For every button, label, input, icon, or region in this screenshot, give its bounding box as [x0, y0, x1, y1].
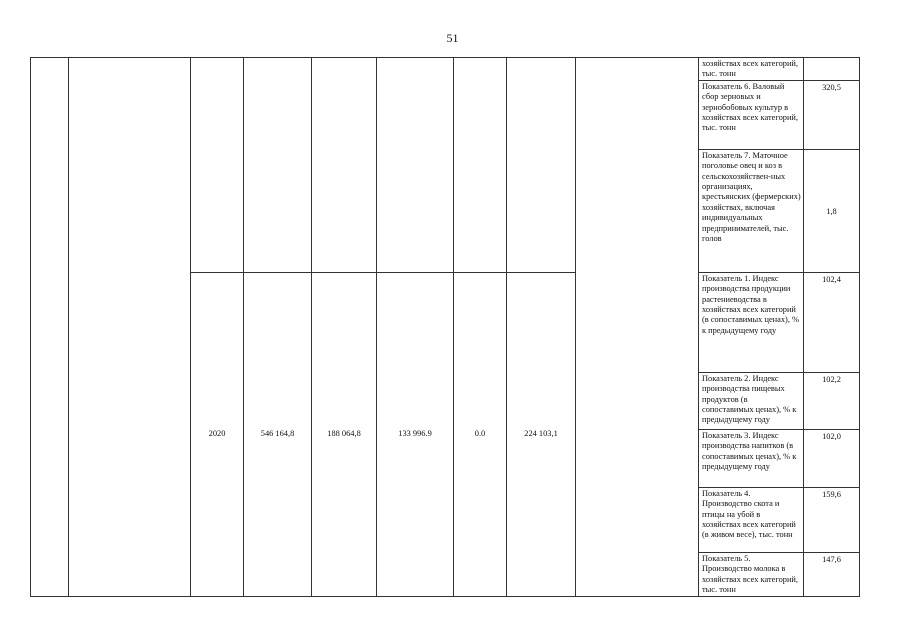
col-c-cell-prev: [377, 58, 454, 273]
year-cell: 2020: [191, 272, 244, 596]
col-d-cell: 0.0: [454, 272, 507, 596]
col-number-cell: [31, 58, 69, 597]
indicator-text: хозяйствах всех категорий, тыс. тонн: [699, 58, 804, 81]
indicator-text: Показатель 1. Индекс производства продукции растениеводства в хозяйствах всех категорий (в сопоставимых ценах), % к предыдущему году: [699, 272, 804, 372]
col-f-cell: [576, 58, 699, 597]
indicator-text: Показатель 6. Валовый сбор зерновых и зернобобовых культур в хозяйствах всех категорий, тыс. тонн: [699, 80, 804, 149]
program-table: [30, 57, 860, 597]
indicator-text: Показатель 5. Производство молока в хозяйствах всех категорий, тыс. тонн: [699, 552, 804, 596]
total-cell: 546 164,8: [244, 272, 312, 596]
indicator-text: Показатель 4. Производство скота и птицы на убой в хозяйствах всех категорий (в живом весе), тыс. тонн: [699, 487, 804, 552]
indicator-text: Показатель 3. Индекс производства напитков (в сопоставимых ценах), % к предыдущему году: [699, 429, 804, 487]
indicator-text: Показатель 7. Маточное поголовье овец и коз в сельскохозяйствен-ных организациях, крестьянских (фермерских) хозяйствах, включая индивидуальных предпринимателей, тыс. голов: [699, 149, 804, 272]
page-number: 51: [446, 31, 459, 45]
col-d-cell-prev: [454, 58, 507, 273]
indicator-value: 1,8: [804, 149, 860, 272]
total-cell-prev: [244, 58, 312, 273]
indicator-value: 320,5: [804, 80, 860, 149]
indicator-value: 159,6: [804, 487, 860, 552]
indicator-value: 102,2: [804, 372, 860, 429]
col-b-cell-prev: [312, 58, 377, 273]
indicator-value: 102,4: [804, 272, 860, 372]
indicator-value: 102,0: [804, 429, 860, 487]
col-c-cell: 133 996.9: [377, 272, 454, 596]
col-e-cell: 224 103,1: [507, 272, 576, 596]
col-b-cell: 188 064,8: [312, 272, 377, 596]
indicator-text: Показатель 2. Индекс производства пищевых продуктов (в сопоставимых ценах), % к предыдущему году: [699, 372, 804, 429]
col-e-cell-prev: [507, 58, 576, 273]
indicator-value: [804, 58, 860, 81]
indicator-value: 147,6: [804, 552, 860, 596]
col-name-cell: [69, 58, 191, 597]
year-cell-prev: [191, 58, 244, 273]
